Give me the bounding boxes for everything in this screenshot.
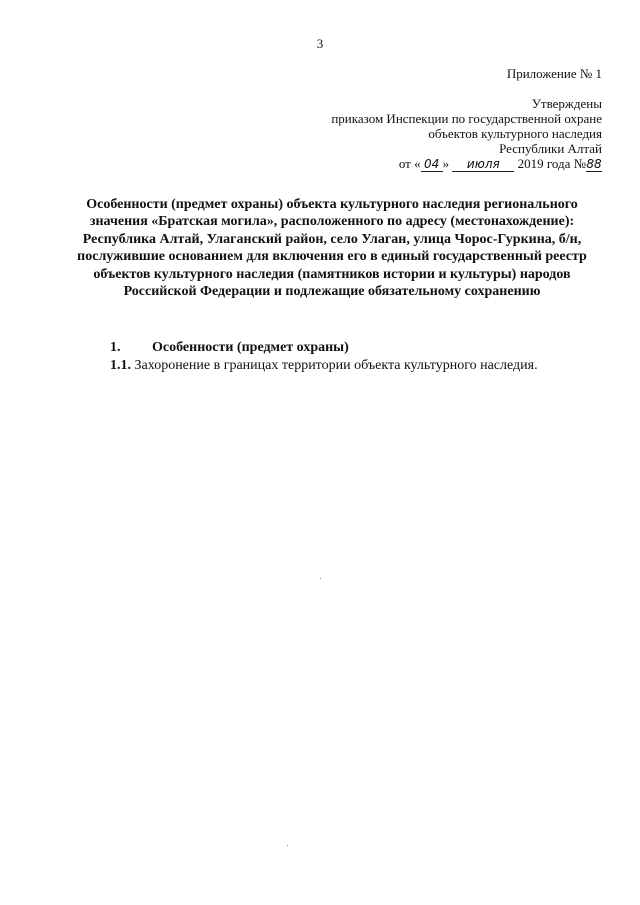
order-date-line <box>399 156 602 172</box>
order-number-handwritten: 88 <box>586 157 602 171</box>
approval-line-1: Утверждены <box>531 96 602 111</box>
section-heading <box>110 340 349 356</box>
approval-block <box>331 96 602 156</box>
document-title: Особенности (предмет охраны) объекта культурного наследия регионального значения «Братская могила», расположенного по адресу (местонахождение): Республика Алтай, Улаганский район, село Улаган, улица Чорос-Гуркина, б/н, послужившие основанием для включения его в единый государственный реестр объектов культурного наследия (памятников истории и культуры) народов Российской Федерации и подлежащие обязательному сохранению <box>77 197 587 300</box>
page-number: 3 <box>316 36 324 51</box>
order-month-handwritten: июля <box>452 158 514 172</box>
order-day-handwritten: 04 <box>421 158 443 172</box>
scan-speck <box>320 578 321 579</box>
list-item <box>110 358 538 374</box>
annex-label: Приложение № 1 <box>506 66 602 81</box>
scan-speck <box>287 845 288 846</box>
approval-line-2: приказом Инспекции по государственной охране <box>331 111 602 126</box>
order-mid: » <box>442 156 450 171</box>
item-text: Захоронение в границах территории объекта культурного наследия. <box>134 358 538 373</box>
section-number: 1. <box>110 340 121 355</box>
approval-line-3: объектов культурного наследия <box>428 126 602 141</box>
section-heading-text: Особенности (предмет охраны) <box>152 340 349 355</box>
item-number: 1.1. <box>110 358 131 373</box>
approval-line-4: Республики Алтай <box>499 141 602 156</box>
order-year-text: 2019 года № <box>517 156 586 171</box>
order-prefix: от « <box>398 156 421 171</box>
